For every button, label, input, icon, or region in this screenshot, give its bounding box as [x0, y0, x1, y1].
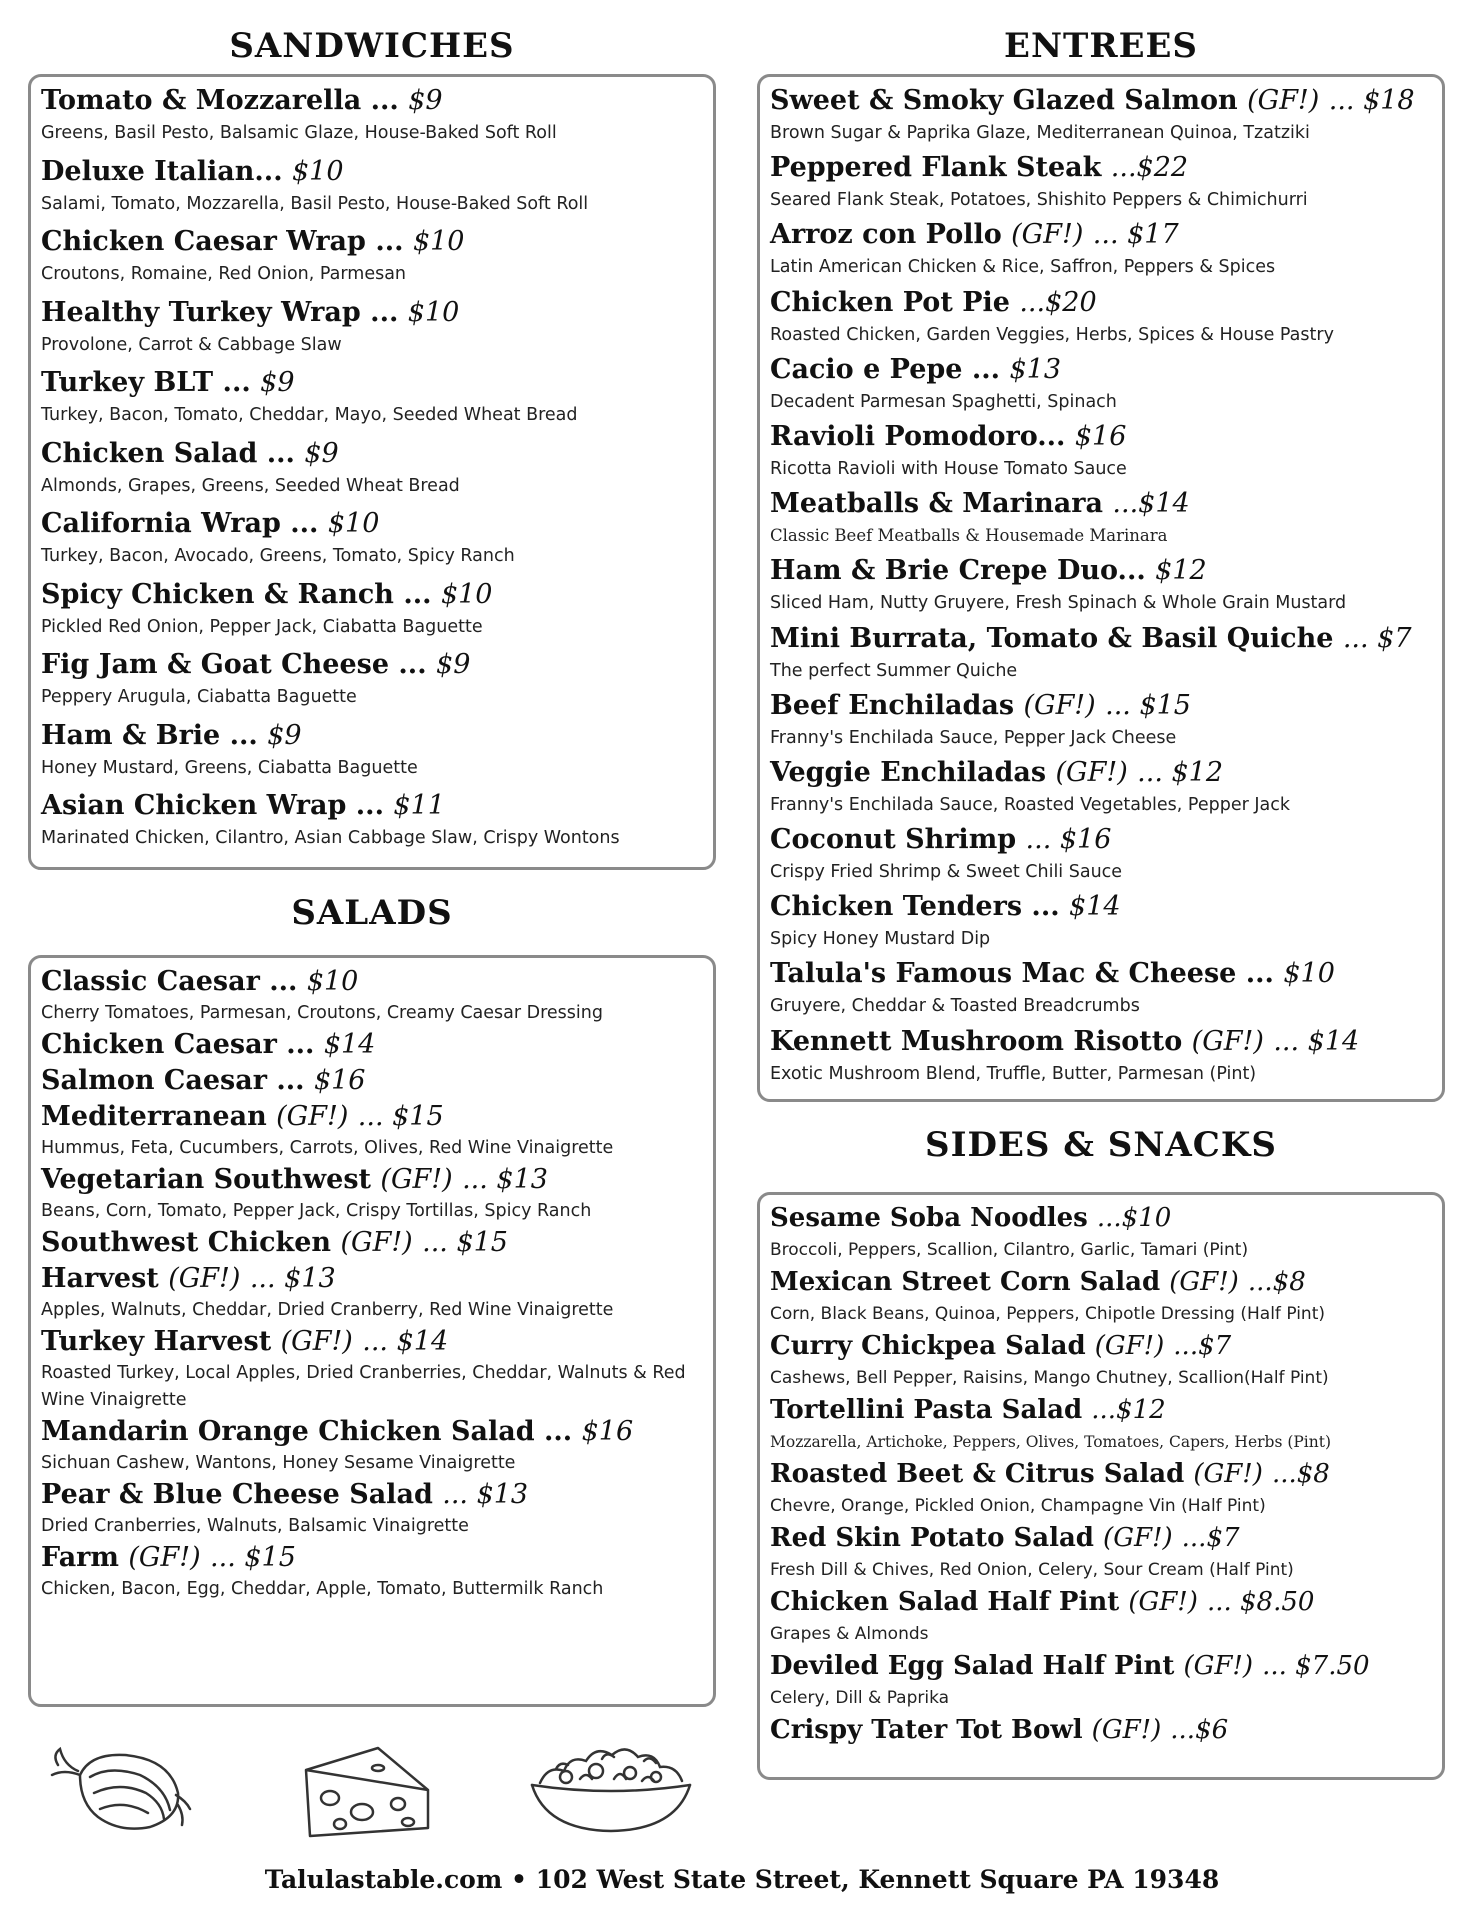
item-name-line — [41, 788, 703, 824]
salad-bowl-icon — [526, 1735, 696, 1835]
gluten-free-tag: (GF!) — [1094, 1331, 1165, 1361]
menu-item — [770, 1713, 1432, 1777]
item-name-line — [770, 621, 1432, 657]
menu-item — [770, 1201, 1432, 1265]
footer-address: Talulastable.com • 102 West State Street, Kennett Square PA 19348 — [264, 1865, 1220, 1894]
item-description: Chevre, Orange, Pickled Onion, Champagne Vin (Half Pint) — [770, 1496, 1266, 1516]
item-name-line — [770, 1393, 1432, 1428]
salads-box — [28, 955, 716, 1707]
item-name: Pear & Blue Cheese Salad — [41, 1479, 433, 1510]
item-price: ...$12 — [1091, 1395, 1166, 1425]
item-price: ...$6 — [1170, 1715, 1229, 1745]
item-description: Franny's Enchilada Sauce, Roasted Vegetables, Pepper Jack — [770, 794, 1291, 815]
item-description: Latin American Chicken & Rice, Saffron, Peppers & Spices — [770, 257, 1276, 278]
sandwiches-box — [28, 74, 716, 870]
item-price: ... $13 — [462, 1164, 548, 1195]
item-price: $16 — [313, 1065, 366, 1096]
item-name-line — [41, 1162, 703, 1198]
menu-item — [41, 83, 703, 154]
item-name-line — [770, 1265, 1432, 1300]
item-name: Kennett Mushroom Risotto — [770, 1025, 1183, 1057]
item-name: Chicken Salad Half Pint — [770, 1587, 1120, 1617]
item-name-line — [41, 365, 703, 401]
item-name: Tomato & Mozzarella ... — [41, 85, 399, 116]
menu-item — [770, 352, 1432, 419]
menu-item — [770, 83, 1432, 150]
item-description: Corn, Black Beans, Quinoa, Peppers, Chipotle Dressing (Half Pint) — [770, 1304, 1325, 1324]
menu-item — [770, 217, 1432, 284]
item-price: ...$7 — [1181, 1523, 1240, 1553]
item-name-line — [41, 1414, 703, 1450]
item-name-line — [41, 154, 703, 190]
item-price: ... $7.50 — [1262, 1651, 1370, 1681]
menu-item — [41, 365, 703, 436]
item-description: The perfect Summer Quiche — [770, 660, 1018, 681]
item-price: $10 — [440, 578, 493, 610]
item-name-line — [770, 352, 1432, 388]
item-name-line — [41, 1477, 703, 1513]
item-name-line — [770, 217, 1432, 253]
item-price: ... $18 — [1328, 85, 1415, 116]
item-name: Salmon Caesar ... — [41, 1065, 305, 1096]
item-name-line — [770, 755, 1432, 791]
menu-item — [41, 964, 703, 1027]
item-description: Cashews, Bell Pepper, Raisins, Mango Chutney, Scallion(Half Pint) — [770, 1368, 1329, 1388]
menu-item — [41, 718, 703, 789]
item-description: Grapes & Almonds — [770, 1624, 929, 1644]
item-name: Mini Burrata, Tomato & Basil Quiche — [770, 622, 1334, 654]
item-name: Curry Chickpea Salad — [770, 1331, 1086, 1361]
menu-item — [770, 1024, 1432, 1091]
item-name-line — [41, 1324, 703, 1360]
menu-item — [770, 150, 1432, 217]
item-name: Harvest — [41, 1263, 159, 1294]
item-name: Veggie Enchiladas — [770, 756, 1047, 788]
item-description: Almonds, Grapes, Greens, Seeded Wheat Bread — [41, 475, 460, 496]
item-price: $10 — [407, 296, 460, 328]
menu-item — [770, 486, 1432, 553]
item-name-line — [770, 1329, 1432, 1364]
menu-item — [770, 1393, 1432, 1457]
menu-item — [41, 1540, 703, 1603]
menu-item — [41, 1324, 703, 1414]
item-name-line — [41, 295, 703, 331]
item-name: Spicy Chicken & Ranch ... — [41, 578, 432, 610]
item-price: ...$10 — [1096, 1203, 1172, 1233]
item-price: $9 — [408, 85, 443, 116]
menu-item — [770, 755, 1432, 822]
item-name-line — [770, 486, 1432, 522]
gluten-free-tag: (GF!) — [276, 1101, 349, 1132]
item-price: ... $15 — [1105, 689, 1191, 721]
item-description: Classic Beef Meatballs & Housemade Marinara — [770, 526, 1168, 546]
item-name-line — [770, 688, 1432, 724]
item-name-line — [41, 1099, 703, 1135]
item-name-line — [41, 1540, 703, 1576]
item-name-line — [770, 822, 1432, 858]
item-price: $13 — [1009, 353, 1062, 385]
entrees-heading: ENTREES — [1004, 26, 1198, 66]
item-name: Ham & Brie Crepe Duo... — [770, 555, 1146, 587]
item-price: $16 — [1074, 420, 1127, 452]
gluten-free-tag: (GF!) — [1191, 1025, 1264, 1057]
item-name-line — [770, 1201, 1432, 1236]
item-price: $14 — [1069, 891, 1121, 923]
item-name-line — [770, 150, 1432, 186]
item-name: California Wrap ... — [41, 508, 319, 539]
item-name-line — [41, 718, 703, 754]
menu-item — [41, 788, 703, 859]
item-name: Ham & Brie ... — [41, 719, 258, 751]
gluten-free-tag: (GF!) — [1128, 1587, 1198, 1617]
item-name: Beef Enchiladas — [770, 689, 1015, 721]
item-name-line — [770, 1457, 1432, 1492]
item-description: Spicy Honey Mustard Dip — [770, 929, 991, 950]
menu-item — [770, 1265, 1432, 1329]
item-description: Hummus, Feta, Cucumbers, Carrots, Olives, Red Wine Vinaigrette — [41, 1138, 614, 1158]
item-name: Red Skin Potato Salad — [770, 1523, 1094, 1553]
gluten-free-tag: (GF!) — [1183, 1651, 1254, 1681]
item-price: $10 — [412, 226, 465, 257]
menu-item — [41, 647, 703, 718]
item-description: Sliced Ham, Nutty Gruyere, Fresh Spinach & Whole Grain Mustard — [770, 593, 1347, 614]
menu-item — [770, 1329, 1432, 1393]
menu-item — [41, 154, 703, 225]
item-description: Turkey, Bacon, Tomato, Cheddar, Mayo, Seeded Wheat Bread — [41, 405, 578, 425]
item-name-line — [41, 577, 703, 613]
item-name: Deluxe Italian... — [41, 155, 283, 187]
item-name: Ravioli Pomodoro... — [770, 420, 1066, 452]
item-price: ...$14 — [1112, 488, 1190, 520]
item-name: Vegetarian Southwest — [41, 1164, 372, 1195]
item-name: Chicken Caesar Wrap ... — [41, 226, 404, 257]
item-price: ... $15 — [210, 1542, 296, 1573]
item-name: Chicken Pot Pie — [770, 286, 1010, 318]
item-price: $10 — [292, 155, 344, 187]
item-description: Ricotta Ravioli with House Tomato Sauce — [770, 458, 1127, 479]
item-name: Sesame Soba Noodles — [770, 1203, 1088, 1233]
gluten-free-tag: (GF!) — [280, 1326, 353, 1357]
item-price: ... $14 — [362, 1326, 449, 1357]
sides-box — [757, 1192, 1445, 1780]
sandwiches-heading: SANDWICHES — [229, 26, 515, 66]
item-price: $9 — [304, 437, 339, 469]
item-name: Crispy Tater Tot Bowl — [770, 1715, 1083, 1745]
menu-item — [41, 577, 703, 648]
menu-item — [41, 1027, 703, 1063]
item-description: Gruyere, Cheddar & Toasted Breadcrumbs — [770, 996, 1140, 1017]
item-price: $10 — [306, 966, 359, 997]
menu-item — [770, 1457, 1432, 1521]
menu-item — [770, 419, 1432, 486]
item-name: Chicken Caesar ... — [41, 1029, 315, 1060]
item-price: ... $7 — [1342, 622, 1412, 654]
gluten-free-tag: (GF!) — [340, 1227, 413, 1258]
menu-item — [770, 285, 1432, 352]
menu-item — [770, 956, 1432, 1023]
item-name: Turkey Harvest — [41, 1326, 272, 1357]
item-description: Marinated Chicken, Cilantro, Asian Cabbage Slaw, Crispy Wontons — [41, 828, 620, 848]
item-name: Talula's Famous Mac & Cheese ... — [770, 958, 1274, 990]
item-name: Roasted Beet & Citrus Salad — [770, 1459, 1185, 1489]
item-description: Roasted Chicken, Garden Veggies, Herbs, Spices & House Pastry — [770, 324, 1334, 345]
item-price: $10 — [1283, 958, 1335, 990]
menu-item — [770, 1521, 1432, 1585]
item-name: Fig Jam & Goat Cheese ... — [41, 649, 427, 680]
item-price: $12 — [1155, 555, 1207, 587]
item-name: Meatballs & Marinara — [770, 488, 1104, 520]
item-name-line — [41, 1063, 703, 1099]
item-price: ... $16 — [1025, 824, 1112, 856]
menu-item — [41, 224, 703, 295]
item-price: ... $8.50 — [1206, 1587, 1315, 1617]
item-name-line — [41, 964, 703, 1000]
item-name-line — [770, 1649, 1432, 1684]
item-name: Classic Caesar ... — [41, 966, 298, 997]
item-price: ... $14 — [1273, 1025, 1360, 1057]
item-price: ... $15 — [357, 1101, 444, 1132]
item-name: Cacio e Pepe ... — [770, 353, 1001, 385]
item-description: Chicken, Bacon, Egg, Cheddar, Apple, Tomato, Buttermilk Ranch — [41, 1579, 604, 1599]
item-name-line — [41, 1027, 703, 1063]
item-name-line — [41, 1225, 703, 1261]
item-description: Greens, Basil Pesto, Balsamic Glaze, House-Baked Soft Roll — [41, 123, 557, 143]
item-name-line — [770, 1713, 1432, 1748]
item-price: ... $13 — [249, 1263, 336, 1294]
item-price: $9 — [260, 367, 295, 398]
item-name-line — [41, 83, 703, 119]
gluten-free-tag: (GF!) — [128, 1542, 201, 1573]
menu-item — [770, 1585, 1432, 1649]
item-description: Peppery Arugula, Ciabatta Baguette — [41, 687, 357, 707]
item-price: $11 — [393, 790, 445, 821]
item-description: Provolone, Carrot & Cabbage Slaw — [41, 334, 342, 355]
item-description: Mozzarella, Artichoke, Peppers, Olives, Tomatoes, Capers, Herbs (Pint) — [770, 1433, 1332, 1451]
item-name: Chicken Salad ... — [41, 437, 295, 469]
item-name-line — [770, 1024, 1432, 1060]
gluten-free-tag: (GF!) — [1247, 85, 1320, 116]
item-price: $9 — [436, 649, 471, 680]
item-description: Honey Mustard, Greens, Ciabatta Baguette — [41, 757, 418, 778]
item-name: Chicken Tenders ... — [770, 891, 1060, 923]
gluten-free-tag: (GF!) — [168, 1263, 241, 1294]
item-description: Roasted Turkey, Local Apples, Dried Cranberries, Cheddar, Walnuts & Red Wine Vinaigrette — [41, 1363, 686, 1410]
gluten-free-tag: (GF!) — [380, 1164, 453, 1195]
item-name: Mandarin Orange Chicken Salad ... — [41, 1416, 573, 1447]
item-price: ...$22 — [1110, 152, 1189, 184]
salads-heading: SALADS — [291, 893, 453, 933]
menu-item — [41, 506, 703, 577]
item-description: Beans, Corn, Tomato, Pepper Jack, Crispy Tortillas, Spicy Ranch — [41, 1201, 592, 1221]
item-description: Crispy Fried Shrimp & Sweet Chili Sauce — [770, 862, 1123, 883]
item-description: Brown Sugar & Paprika Glaze, Mediterranean Quinoa, Tzatziki — [770, 123, 1310, 143]
item-name: Deviled Egg Salad Half Pint — [770, 1651, 1175, 1681]
item-name: Southwest Chicken — [41, 1227, 332, 1258]
gluten-free-tag: (GF!) — [1193, 1459, 1263, 1489]
item-name: Mexican Street Corn Salad — [770, 1267, 1161, 1297]
item-name-line — [770, 83, 1432, 119]
item-name-line — [770, 956, 1432, 992]
item-price: $9 — [267, 719, 302, 751]
gluten-free-tag: (GF!) — [1091, 1715, 1162, 1745]
item-price: $10 — [327, 508, 380, 539]
item-name-line — [770, 419, 1432, 455]
item-name: Healthy Turkey Wrap ... — [41, 296, 399, 328]
item-description: Broccoli, Peppers, Scallion, Cilantro, Garlic, Tamari (Pint) — [770, 1240, 1249, 1260]
gluten-free-tag: (GF!) — [1011, 219, 1084, 251]
gluten-free-tag: (GF!) — [1103, 1523, 1173, 1553]
item-price: ...$20 — [1019, 286, 1097, 318]
item-price: ...$7 — [1173, 1331, 1232, 1361]
item-description: Turkey, Bacon, Avocado, Greens, Tomato, Spicy Ranch — [41, 546, 515, 566]
item-description: Celery, Dill & Paprika — [770, 1688, 950, 1708]
menu-item — [41, 1063, 703, 1099]
item-price: ... $15 — [422, 1227, 508, 1258]
menu-item — [770, 553, 1432, 620]
item-name: Turkey BLT ... — [41, 367, 251, 398]
item-description: Croutons, Romaine, Red Onion, Parmesan — [41, 264, 407, 284]
item-description: Sichuan Cashew, Wantons, Honey Sesame Vinaigrette — [41, 1453, 516, 1473]
menu-item — [770, 889, 1432, 956]
item-name-line — [770, 1521, 1432, 1556]
menu-item — [41, 1414, 703, 1477]
item-name: Coconut Shrimp — [770, 824, 1017, 856]
menu-item — [41, 436, 703, 507]
menu-item — [770, 822, 1432, 889]
cheese-icon — [300, 1740, 435, 1840]
gluten-free-tag: (GF!) — [1169, 1267, 1239, 1297]
item-name: Sweet & Smoky Glazed Salmon — [770, 85, 1238, 116]
item-name-line — [41, 436, 703, 472]
menu-item — [770, 688, 1432, 755]
item-description: Seared Flank Steak, Potatoes, Shishito Peppers & Chimichurri — [770, 190, 1308, 211]
item-name-line — [41, 647, 703, 683]
entrees-box — [757, 74, 1445, 1102]
gluten-free-tag: (GF!) — [1023, 689, 1096, 721]
item-name: Peppered Flank Steak — [770, 152, 1102, 184]
item-name: Arroz con Pollo — [770, 219, 1002, 251]
menu-item — [41, 1261, 703, 1324]
item-price: ...$8 — [1247, 1267, 1306, 1297]
menu-item — [41, 1162, 703, 1225]
item-name-line — [770, 889, 1432, 925]
item-price: ... $17 — [1092, 219, 1179, 251]
item-name-line — [41, 1261, 703, 1297]
item-description: Decadent Parmesan Spaghetti, Spinach — [770, 391, 1117, 412]
menu-item — [770, 621, 1432, 688]
item-name: Farm — [41, 1542, 119, 1573]
item-price: $14 — [323, 1029, 376, 1060]
item-name-line — [41, 506, 703, 542]
item-description: Franny's Enchilada Sauce, Pepper Jack Cheese — [770, 727, 1177, 748]
item-price: ... $13 — [442, 1479, 529, 1510]
item-description: Salami, Tomato, Mozzarella, Basil Pesto, House-Baked Soft Roll — [41, 193, 589, 214]
item-description: Dried Cranberries, Walnuts, Balsamic Vinaigrette — [41, 1516, 469, 1536]
item-name: Asian Chicken Wrap ... — [41, 790, 384, 821]
item-description: Fresh Dill & Chives, Red Onion, Celery, Sour Cream (Half Pint) — [770, 1560, 1294, 1580]
item-name-line — [770, 285, 1432, 321]
gluten-free-tag: (GF!) — [1055, 756, 1128, 788]
menu-item — [41, 1477, 703, 1540]
item-description: Pickled Red Onion, Pepper Jack, Ciabatta Baguette — [41, 616, 483, 637]
item-description: Apples, Walnuts, Cheddar, Dried Cranberry, Red Wine Vinaigrette — [41, 1300, 614, 1320]
item-description: Cherry Tomatoes, Parmesan, Croutons, Creamy Caesar Dressing — [41, 1003, 603, 1023]
sides-heading: SIDES & SNACKS — [925, 1125, 1277, 1165]
item-price: ... $12 — [1137, 756, 1224, 788]
item-name: Tortellini Pasta Salad — [770, 1395, 1083, 1425]
item-price: ...$8 — [1271, 1459, 1330, 1489]
item-description: Exotic Mushroom Blend, Truffle, Butter, Parmesan (Pint) — [770, 1063, 1257, 1084]
onion-icon — [50, 1735, 195, 1835]
menu-item — [41, 1099, 703, 1162]
item-name: Mediterranean — [41, 1101, 267, 1132]
menu-item — [41, 1225, 703, 1261]
menu-item — [41, 295, 703, 366]
item-name-line — [41, 224, 703, 260]
item-price: $16 — [581, 1416, 634, 1447]
item-name-line — [770, 553, 1432, 589]
item-name-line — [770, 1585, 1432, 1620]
menu-item — [770, 1649, 1432, 1713]
